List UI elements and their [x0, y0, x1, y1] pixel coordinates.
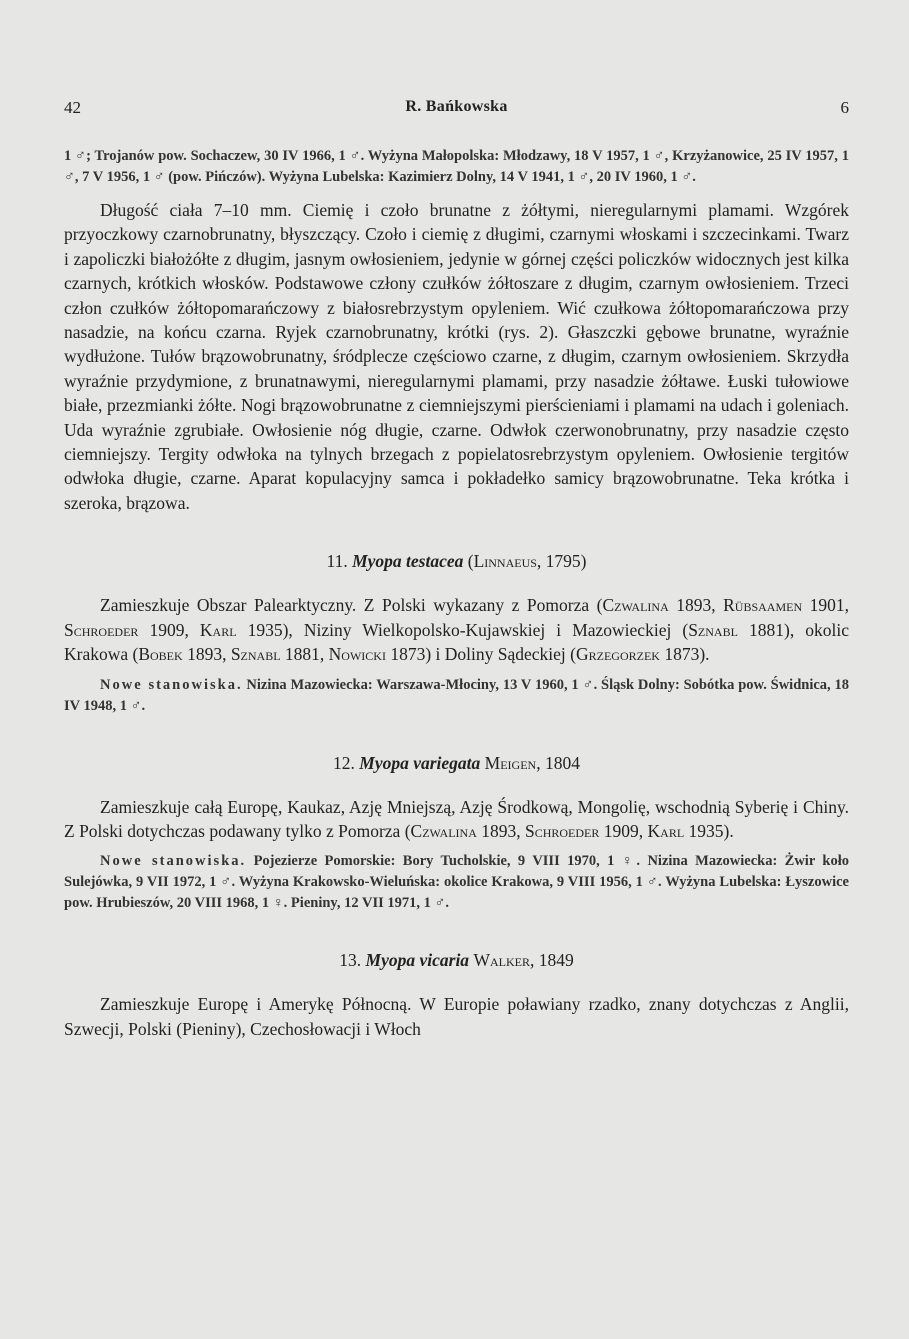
species-author: (Linnaeus, 1795) [467, 551, 587, 572]
distribution-text: 1873). [659, 644, 710, 665]
cited-author: Sznabl [688, 619, 738, 640]
running-author: R. Bańkowska [405, 98, 508, 115]
distribution-text: 1893, [182, 644, 231, 665]
distribution-text: 1873) i Doliny Sądeckiej ( [385, 644, 576, 665]
new-sites-text: Nizina Mazowiecka: Warszawa-Młociny, 13 V 1960, 1 ♂. Śląsk Dolny: Sobótka pow. Świdnica, 18 IV 1948, 1 ♂. [64, 676, 849, 714]
species-description: Długość ciała 7–10 mm. Ciemię i czoło brunatne z żółtymi, nieregularnymi plamami. Wzgórek przyoczkowy czarnobrunatny, błyszczący. Czoło i ciemię z długimi, czarnymi włoskami i szczecinkami. Twarz i zapoliczki białożółte z długim, jasnym owłosieniem, jedynie w górnej części policzków widocznych jest kilka czarnych, krótkich włosków. Podstawowe człony czułków żółtoszare z długim, czarnym owłosieniem. Trzeci człon czułków żółtopomarańczowy z białosrebrzystym opyleniem. Wić czułkowa żółtopomarańczowa przy nasadzie, na końcu czarna. Ryjek czarnobrunatny, krótki (rys. 2). Głaszczki gębowe brunatne, wyraźnie wydłużone. Tułów brązowobrunatny, śródplecze częściowo czarne, z długim, czarnym owłosieniem. Skrzydła wyraźnie przydymione, z brunatnawymi, nieregularnymi plamami, przy nasadzie żółtawe. Łuski tułowiowe białe, przezmianki żółte. Nogi brązowobrunatne z ciemniejszymi pierścieniami i plamami na udach i goleniach. Uda wyraźnie zgrubiałe. Owłosienie nóg długie, czarne. Odwłok czerwonobrunatny, przy nasadzie często ciemniejszy. Tergity odwłoka na tylnych brzegach z popielatosrebrzystym opyleniem. Owłosienie tergitów odwłoka długie, czarne. Aparat kopulacyjny samca i pokładełko samicy brązowobrunatne. Teka krótka i szeroka, brązowa. [64, 200, 849, 513]
distribution-text: 1901, [802, 595, 850, 616]
new-sites-11 [64, 675, 849, 717]
page-number-left: 42 [64, 98, 81, 117]
species-author: Meigen, 1804 [484, 752, 580, 773]
cited-author: Nowicki [328, 644, 386, 665]
new-sites-text: Pojezierze Pomorskie: Bory Tucholskie, 9 VIII 1970, 1 ♀. Nizina Mazowiecka: Żwir koło Sulejówka, 9 VII 1972, 1 ♂. Wyżyna Krakowsko-Wieluńska: okolice Krakowa, 9 VIII 1956, 1 ♂. Wyżyna Lubelska: Łyszowice pow. Hrubieszów, 20 VIII 1968, 1 ♀. Pieniny, 12 VII 1971, 1 ♂. [64, 853, 850, 912]
running-header [64, 98, 849, 124]
species-author: Walker, 1849 [473, 950, 574, 971]
cited-author: Sznabl [230, 644, 281, 665]
distribution-text: 1935). [684, 820, 734, 841]
cited-author: Rübsaamen [723, 595, 803, 616]
species-name: Myopa testacea [352, 551, 464, 572]
cited-author: Schroeder [524, 820, 600, 841]
species-heading-11 [64, 549, 849, 573]
cited-author: Karl [199, 619, 237, 640]
distribution-12 [64, 795, 849, 844]
records-continued: 1 ♂; Trojanów pow. Sochaczew, 30 IV 1966, 1 ♂. Wyżyna Małopolska: Młodzawy, 18 V 1957, 1 ♂, Krzyżanowice, 25 IV 1957, 1 ♂, 7 V 1956, 1 ♂ (pow. Pińczów). Wyżyna Lubelska: Kazimierz Dolny, 14 V 1941, 1 ♂, 20 IV 1960, 1 ♂. [64, 148, 849, 185]
distribution-text: 1893, [668, 595, 724, 616]
distribution-11 [64, 593, 849, 666]
distribution-text: Zamieszkuje Europę i Amerykę Północną. W Europie poławiany rzadko, znany dotychczas z Anglii, Szwecji, Polski (Pieniny), Czechosłowacji i Włoch [64, 994, 849, 1039]
cited-author: Bobek [138, 644, 183, 665]
distribution-text: 1893, [476, 820, 525, 841]
species-name: Myopa variegata [359, 752, 481, 773]
species-name: Myopa vicaria [365, 950, 470, 971]
species-number: 12. [333, 752, 355, 773]
new-sites-label: Nowe stanowiska. [100, 676, 243, 693]
distribution-13 [64, 992, 849, 1041]
distribution-text: 1909, [599, 820, 648, 841]
new-sites-12 [64, 851, 849, 914]
species-number: 13. [339, 950, 362, 971]
species-number: 11. [326, 551, 348, 572]
distribution-text: 1935), Niziny Wielkopolsko-Kujawskiej i Mazowieckiej ( [236, 619, 689, 640]
cited-author: Schroeder [64, 619, 139, 640]
new-sites-label: Nowe stanowiska. [100, 853, 247, 870]
species-heading-13 [64, 948, 849, 972]
species-heading-12 [64, 751, 849, 775]
distribution-text: 1881), okolic Krakowa ( [64, 619, 849, 665]
distribution-text: 1881, [280, 644, 329, 665]
cited-author: Czwalina [602, 595, 669, 616]
distribution-text: Zamieszkuje Obszar Palearktyczny. Z Polski wykazany z Pomorza ( [100, 595, 603, 616]
page-number-right: 6 [840, 98, 849, 117]
distribution-text: Zamieszkuje całą Europę, Kaukaz, Azję Mniejszą, Azję Środkową, Mongolię, wschodnią Syberię i Chiny. Z Polski dotychczas podawany tylko z Pomorza ( [64, 796, 849, 841]
cited-author: Czwalina [410, 820, 477, 841]
cited-author: Karl [647, 820, 685, 841]
cited-author: Grzegorzek [576, 644, 660, 665]
content [64, 146, 849, 1041]
distribution-text: 1909, [138, 619, 200, 640]
